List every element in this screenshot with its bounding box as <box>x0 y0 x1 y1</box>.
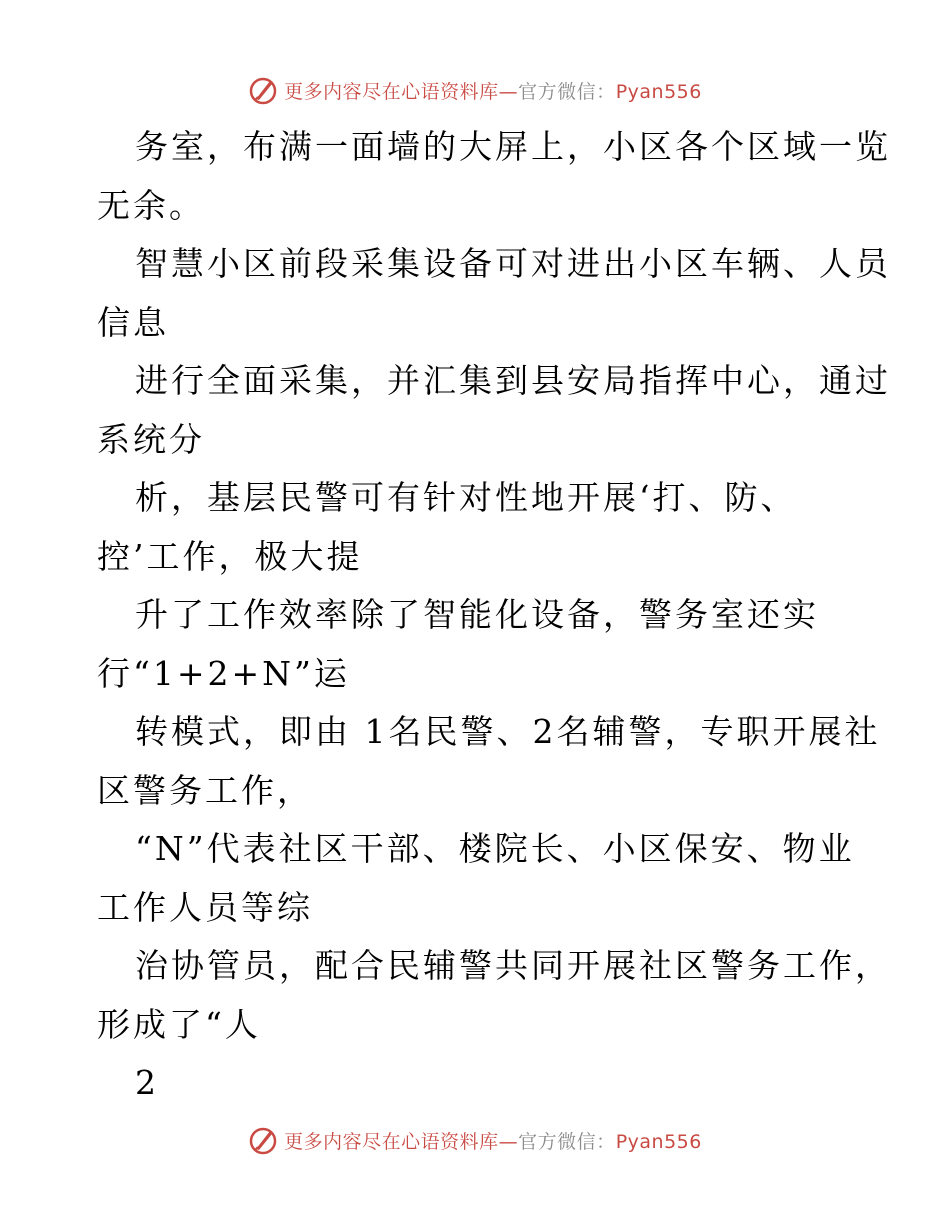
watermark-main-text: 更多内容尽在心语资料库— <box>284 1130 519 1153</box>
text-line: 系统分 <box>97 419 205 459</box>
footer-watermark <box>0 1120 950 1160</box>
header-watermark <box>0 70 950 110</box>
text-line: 智慧小区前段采集设备可对进出小区车辆、人员 <box>135 244 891 283</box>
text-line: 析，基层民警可有针对性地开展‘打、防、 <box>135 478 797 517</box>
text-line: “N”代表社区干部、楼院长、小区保安、物业 <box>135 829 855 868</box>
text-line: 进行全面采集，并汇集到县安局指挥中心，通过 <box>135 361 891 400</box>
document-body <box>97 118 891 1113</box>
watermark-main-text: 更多内容尽在心语资料库— <box>284 80 519 103</box>
text-line: 治协管员，配合民辅警共同开展社区警务工作， <box>135 946 891 985</box>
text-line: 控’工作，极大提 <box>97 536 363 576</box>
text-line: 转模式，即由 1名民警、2名辅警，专职开展社 <box>135 712 881 751</box>
text-line: 无余。 <box>97 185 205 225</box>
text-line: 升了工作效率除了智能化设备，警务室还实 <box>135 595 819 634</box>
watermark-id-text: Pyan556 <box>615 1130 702 1153</box>
quill-pen-circle-icon <box>248 75 278 105</box>
text-line: 形成了“人 <box>97 1004 261 1044</box>
watermark-id-text: Pyan556 <box>615 80 702 103</box>
text-line: 区警务工作， <box>97 770 313 810</box>
text-line: 行“1+2+N”运 <box>97 653 350 693</box>
text-line: 工作人员等综 <box>97 887 313 927</box>
text-line: 务室，布满一面墙的大屏上，小区各个区域一览 <box>135 127 891 166</box>
text-line: 信息 <box>97 302 169 342</box>
watermark-label-text: 官方微信： <box>518 1130 616 1153</box>
text-line: 2 <box>135 1063 159 1102</box>
watermark-label-text: 官方微信： <box>518 80 616 103</box>
quill-pen-circle-icon <box>248 1125 278 1155</box>
